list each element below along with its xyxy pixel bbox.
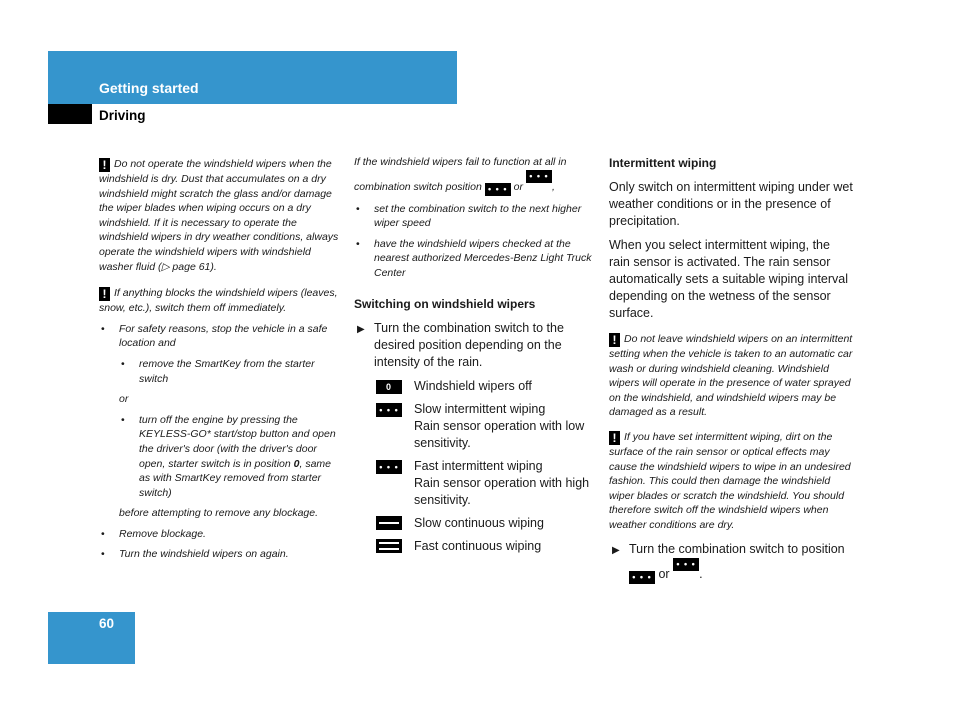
bullet-dot: •: [101, 548, 105, 561]
intermittent-fast-symbol-icon: • • • •: [376, 460, 402, 474]
exclamation-warning-icon: !: [609, 431, 620, 445]
intermittent-fast-symbol-icon: • • • •: [526, 170, 552, 183]
header-band: [48, 51, 457, 104]
section-tab-marker: [48, 104, 92, 124]
page-number-box: [48, 612, 135, 664]
bullet-dot: •: [121, 357, 125, 370]
warning-paragraph: ! If you have set intermittent wiping, dirt on the surface of the rain sensor or optical effects may cause the windshield wipers to wipe in an undesired fashion. This could then damage the windshield wiper blades or scratch the windshield. You should therefore switch off the windshield wipers when weather conditions are dry.: [609, 430, 851, 531]
intermittent-slow-symbol-icon: • • •: [629, 571, 655, 584]
bullet-dot: •: [356, 202, 360, 215]
intermittent-slow-symbol-icon: • • •: [485, 183, 511, 196]
list-item: • For safety reasons, stop the vehicle in a safe location and: [101, 322, 328, 350]
switch-position-fast-intermittent: • • • • Fast intermittent wiping Rain sensor operation with high sensitivity.: [354, 458, 594, 509]
intermittent-fast-symbol-icon: • • • •: [673, 558, 699, 571]
switch-position-off: 0 Windshield wipers off: [354, 378, 594, 395]
body-paragraph: Only switch on intermittent wiping under wet weather conditions or in the presence of precipitation.: [609, 180, 853, 228]
body-paragraph: When you select intermittent wiping, the rain sensor is activated. The rain sensor automatically sets a suitable wiping interval depending on the wetness of the sensor surface.: [609, 238, 849, 320]
page-number: 60: [99, 616, 115, 631]
section-title: Getting started: [99, 80, 199, 96]
subsection-title: Driving: [99, 108, 146, 123]
intro-paragraph: If the windshield wipers fail to function at all in combination switch position • • • or • • • • ,: [354, 156, 567, 194]
list-item: • have the windshield wipers checked at the nearest authorized Mercedes-Benz Light Truck Center: [356, 237, 592, 279]
exclamation-warning-icon: !: [609, 333, 620, 347]
warning-paragraph: ! If anything blocks the windshield wipers (leaves, snow, etc.), switch them off immediately.: [99, 287, 338, 315]
list-item: • Remove blockage.: [101, 527, 206, 540]
switch-position-fast-continuous: Fast continuous wiping: [354, 538, 594, 555]
bullet-dot: •: [356, 237, 360, 250]
triangle-right-icon: ▶: [357, 323, 365, 335]
bullet-dot: •: [101, 322, 105, 335]
bullet-dot: •: [101, 527, 105, 540]
section-heading: Intermittent wiping: [609, 156, 717, 170]
instruction-step: ▶ Turn the combination switch to the desired position depending on the intensity of the rain.: [357, 320, 564, 369]
column-1: [99, 157, 339, 562]
switch-position-slow-intermittent: • • • Slow intermittent wiping Rain sensor operation with low sensitivity.: [354, 401, 594, 452]
exclamation-warning-icon: !: [99, 158, 110, 172]
intermittent-slow-symbol-icon: • • •: [376, 403, 402, 417]
column-2: [354, 155, 594, 555]
list-item: • turn off the engine by pressing the KEYLESS-GO* start/stop button and open the driver's door (with the driver's door open, starter switch is in position 0, same as with SmartKey removed from starter switch): [121, 413, 336, 499]
list-item: • Turn the windshield wipers on again.: [101, 548, 289, 561]
warning-paragraph: ! Do not operate the windshield wipers when the windshield is dry. Dust that accumulates on a dry windshield might scratch the glass and/or damage the wiper blades when wiping occurs on a dry windshield. If it is necessary to operate the windshield wipers in dry weather conditions, always operate the windshield wipers with windshield washer fluid (▷ page 61).: [99, 158, 339, 273]
continuous-fast-symbol-icon: [376, 539, 402, 553]
column-3: [609, 155, 854, 584]
or-text: or: [119, 393, 129, 406]
switch-position-slow-continuous: Slow continuous wiping: [354, 515, 594, 532]
continuous-slow-symbol-icon: [376, 516, 402, 530]
exclamation-warning-icon: !: [99, 287, 110, 301]
warning-paragraph: ! Do not leave windshield wipers on an intermittent setting when the vehicle is taken to an automatic car wash or during windshield cleaning. Windshield wipers will operate in the presence of water sprayed on the windshield, and windshield wipers may be damaged as a result.: [609, 333, 853, 419]
list-item: • remove the SmartKey from the starter switch: [121, 357, 315, 385]
instruction-step: ▶ Turn the combination switch to position • • • or • • • • .: [612, 541, 845, 582]
position-zero-icon: 0: [376, 380, 402, 394]
section-heading: Switching on windshield wipers: [354, 296, 536, 311]
bullet-dot: •: [121, 413, 125, 426]
list-item: • set the combination switch to the next higher wiper speed: [356, 202, 582, 230]
triangle-right-icon: ▶: [612, 544, 620, 556]
before-text: before attempting to remove any blockage.: [119, 507, 319, 520]
